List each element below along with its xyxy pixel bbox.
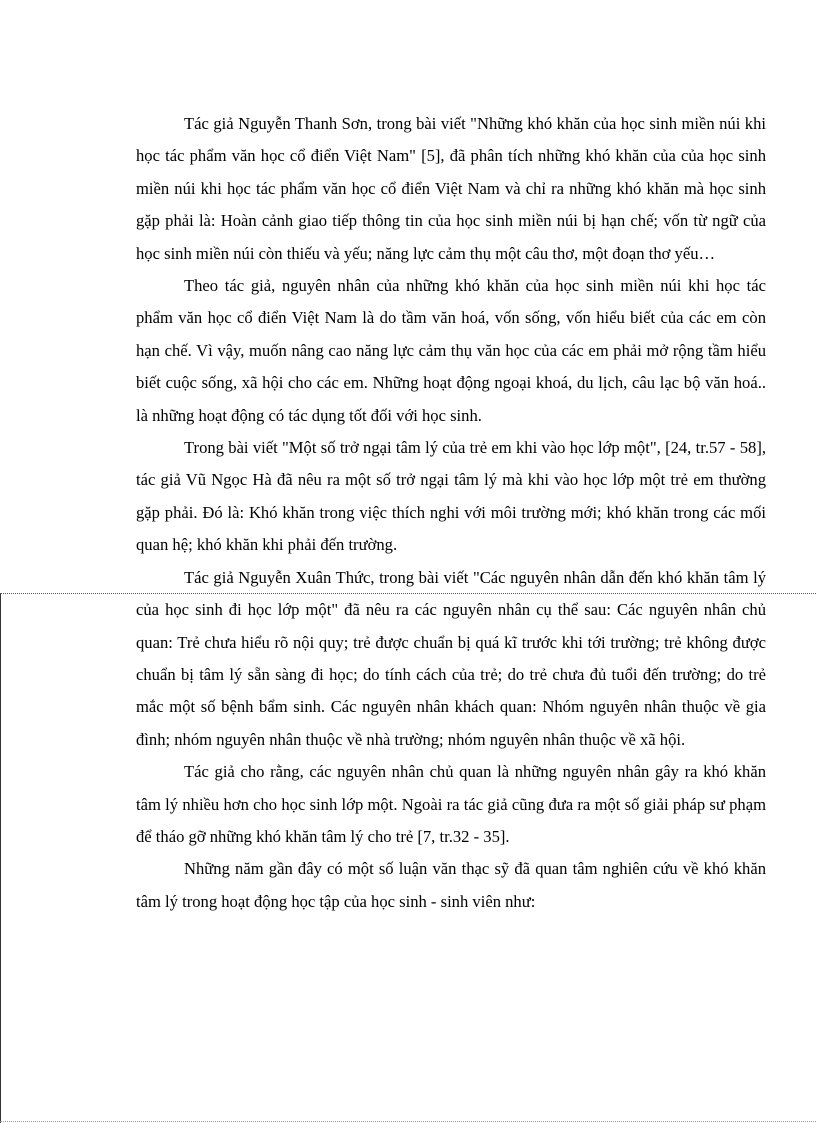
paragraph-4: Tác giả Nguyễn Xuân Thức, trong bài viết "Các nguyên nhân dẫn đến khó khăn tâm lý của học sinh đi học lớp một" đã nêu ra các nguyên nhân cụ thể sau: Các nguyên nhân chủ quan: Trẻ chưa hiểu rõ nội quy; trẻ được chuẩn bị quá kĩ trước khi tới trường; trẻ không được chuẩn bị tâm lý sẵn sàng đi học; do tính cách của trẻ; do trẻ chưa đủ tuổi đến trường; do trẻ mắc một số bệnh bẩm sinh. Các nguyên nhân khách quan: Nhóm nguyên nhân thuộc về gia đình; nhóm nguyên nhân thuộc về nhà trường; nhóm nguyên nhân thuộc về xã hội. [136, 567, 766, 749]
paragraph-6: Những năm gần đây có một số luận văn thạc sỹ đã quan tâm nghiên cứu về khó khăn tâm lý trong hoạt động học tập của học sinh - sinh viên như: [136, 859, 766, 911]
page-left-edge [0, 594, 1, 1123]
paragraph-2: Theo tác giả, nguyên nhân của những khó khăn của học sinh miền núi khi học tác phẩm văn học cổ điển Việt Nam là do tầm văn hoá, vốn sống, vốn hiểu biết của các em còn hạn chế. Vì vậy, muốn nâng cao năng lực cảm thụ văn học của các em phải mở rộng tầm hiểu biết cuộc sống, xã hội cho các em. Những hoạt động ngoại khoá, du lịch, câu lạc bộ văn hoá.. là những hoạt động có tác dụng tốt đối với học sinh. [136, 276, 766, 425]
page-break-divider [0, 593, 816, 594]
paragraph-1: Tác giả Nguyễn Thanh Sơn, trong bài viết "Những khó khăn của học sinh miền núi khi học tác phẩm văn học cổ điển Việt Nam" [5], đã phân tích những khó khăn của của học sinh miền núi khi học tác phẩm văn học cổ điển Việt Nam và chỉ ra những khó khăn mà học sinh gặp phải là: Hoàn cảnh giao tiếp thông tin của học sinh miền núi bị hạn chế; vốn từ ngữ của học sinh miền núi còn thiếu và yếu; năng lực cảm thụ một câu thơ, một đoạn thơ yếu… [136, 114, 766, 263]
paragraph-3: Trong bài viết "Một số trở ngại tâm lý của trẻ em khi vào học lớp một", [24, tr.57 - 58], tác giả Vũ Ngọc Hà đã nêu ra một số trở ngại tâm lý mà khi vào học lớp một trẻ em thường gặp phải. Đó là: Khó khăn trong việc thích nghi với môi trường mới; khó khăn trong các mối quan hệ; khó khăn khi phải đến trường. [136, 438, 766, 555]
page-bottom-edge [0, 1121, 816, 1122]
document-body [136, 108, 766, 918]
paragraph-5: Tác giả cho rằng, các nguyên nhân chủ quan là những nguyên nhân gây ra khó khăn tâm lý nhiều hơn cho học sinh lớp một. Ngoài ra tác giả cũng đưa ra một số giải pháp sư phạm để tháo gỡ những khó khăn tâm lý cho trẻ [7, tr.32 - 35]. [136, 762, 766, 846]
